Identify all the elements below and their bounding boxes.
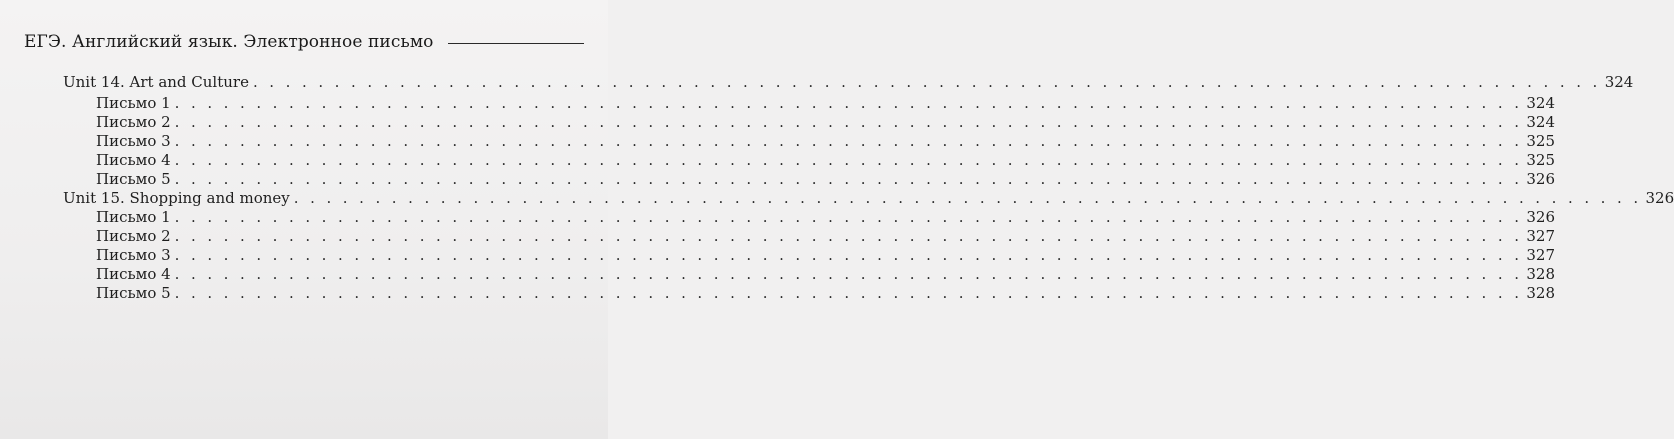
toc-entry <box>96 112 1556 132</box>
dot-leader: . . . . . . . . . . . . . . . . . . . . . . . . . . . . . . . . . . . . . . . . . . . . . . . . . . . . . . . . . . . . . . . . . . . . . . . . . . . . . . . . . . . <box>252 73 1601 91</box>
toc-entry-page: 324 <box>1526 94 1556 112</box>
toc-entry-label: Unit 14. Art and Culture <box>63 73 249 91</box>
toc-entry-page: 324 <box>1526 113 1556 131</box>
dot-leader: . . . . . . . . . . . . . . . . . . . . . . . . . . . . . . . . . . . . . . . . . . . . . . . . . . . . . . . . . . . . . . . . . . . . . . . . . . . . . . . . . . . <box>174 94 1523 112</box>
toc-entry-label: Unit 15. Shopping and money <box>63 189 290 207</box>
page-title: ЕГЭ. Английский язык. Электронное письмо <box>24 32 434 52</box>
toc-entry-page: 326 <box>1526 170 1556 188</box>
toc-entry-page: 325 <box>1526 132 1556 150</box>
toc-entry-page: 325 <box>1526 151 1556 169</box>
toc-entry-label: Письмо 3 <box>96 132 171 150</box>
toc-entry-label: Письмо 5 <box>96 284 171 302</box>
toc-entry-label: Письмо 3 <box>96 246 171 264</box>
dot-leader: . . . . . . . . . . . . . . . . . . . . . . . . . . . . . . . . . . . . . . . . . . . . . . . . . . . . . . . . . . . . . . . . . . . . . . . . . . . . . . . . . . . <box>174 170 1523 188</box>
dot-leader: . . . . . . . . . . . . . . . . . . . . . . . . . . . . . . . . . . . . . . . . . . . . . . . . . . . . . . . . . . . . . . . . . . . . . . . . . . . . . . . . . . . <box>174 113 1523 131</box>
toc-entry <box>96 93 1556 113</box>
toc-entry-label: Письмо 5 <box>96 170 171 188</box>
toc-entry <box>63 188 1674 208</box>
toc-entry <box>96 226 1556 246</box>
toc-entry <box>63 72 1634 92</box>
toc-entry <box>96 283 1556 303</box>
toc-entry-page: 327 <box>1526 227 1556 245</box>
dot-leader: . . . . . . . . . . . . . . . . . . . . . . . . . . . . . . . . . . . . . . . . . . . . . . . . . . . . . . . . . . . . . . . . . . . . . . . . . . . . . . . . . . . <box>293 189 1642 207</box>
toc-entry-page: 324 <box>1604 73 1634 91</box>
dot-leader: . . . . . . . . . . . . . . . . . . . . . . . . . . . . . . . . . . . . . . . . . . . . . . . . . . . . . . . . . . . . . . . . . . . . . . . . . . . . . . . . . . . <box>174 246 1523 264</box>
toc-entry-page: 326 <box>1645 189 1674 207</box>
toc-entry-page: 327 <box>1526 246 1556 264</box>
toc-entry <box>96 169 1556 189</box>
dot-leader: . . . . . . . . . . . . . . . . . . . . . . . . . . . . . . . . . . . . . . . . . . . . . . . . . . . . . . . . . . . . . . . . . . . . . . . . . . . . . . . . . . . <box>174 132 1523 150</box>
toc-entry <box>96 245 1556 265</box>
toc-entry-page: 326 <box>1526 208 1556 226</box>
toc-entry-page: 328 <box>1526 265 1556 283</box>
toc-entry-label: Письмо 4 <box>96 265 171 283</box>
toc-entry <box>96 264 1556 284</box>
toc-entry-page: 328 <box>1526 284 1556 302</box>
toc-entry <box>96 207 1556 227</box>
dot-leader: . . . . . . . . . . . . . . . . . . . . . . . . . . . . . . . . . . . . . . . . . . . . . . . . . . . . . . . . . . . . . . . . . . . . . . . . . . . . . . . . . . . <box>174 284 1523 302</box>
toc-entry <box>96 131 1556 151</box>
dot-leader: . . . . . . . . . . . . . . . . . . . . . . . . . . . . . . . . . . . . . . . . . . . . . . . . . . . . . . . . . . . . . . . . . . . . . . . . . . . . . . . . . . . <box>174 227 1523 245</box>
toc-entry-label: Письмо 2 <box>96 227 171 245</box>
toc-entry-label: Письмо 2 <box>96 113 171 131</box>
dot-leader: . . . . . . . . . . . . . . . . . . . . . . . . . . . . . . . . . . . . . . . . . . . . . . . . . . . . . . . . . . . . . . . . . . . . . . . . . . . . . . . . . . . <box>174 208 1523 226</box>
dot-leader: . . . . . . . . . . . . . . . . . . . . . . . . . . . . . . . . . . . . . . . . . . . . . . . . . . . . . . . . . . . . . . . . . . . . . . . . . . . . . . . . . . . <box>174 265 1523 283</box>
toc-entry-label: Письмо 1 <box>96 208 171 226</box>
dot-leader: . . . . . . . . . . . . . . . . . . . . . . . . . . . . . . . . . . . . . . . . . . . . . . . . . . . . . . . . . . . . . . . . . . . . . . . . . . . . . . . . . . . <box>174 151 1523 169</box>
toc-entry-label: Письмо 4 <box>96 151 171 169</box>
toc-entry-label: Письмо 1 <box>96 94 171 112</box>
toc-entry <box>96 150 1556 170</box>
